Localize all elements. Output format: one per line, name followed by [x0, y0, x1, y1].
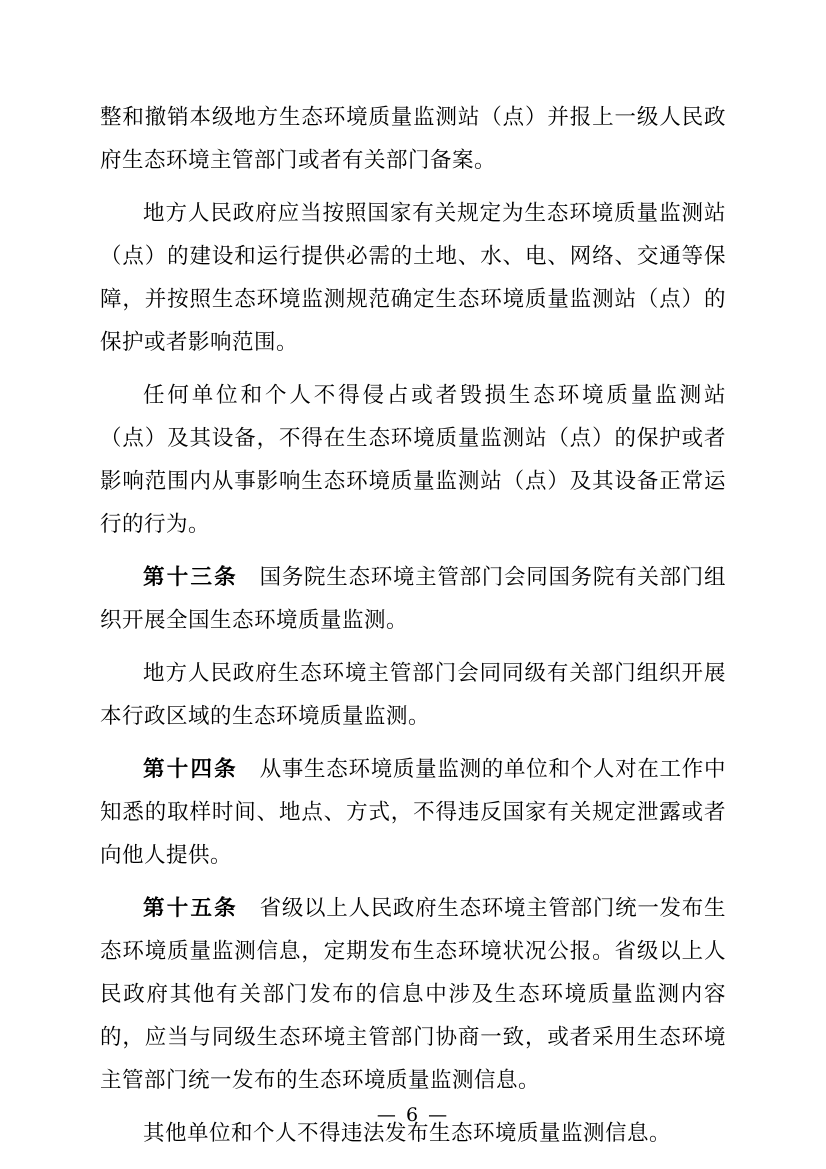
- paragraph-text: 省级以上人民政府生态环境主管部门统一发布生态环境质量监测信息，定期发布生态环境状况公报。省级以上人民政府其他有关部门发布的信息中涉及生态环境质量监测内容的，应当与同级生态环境主管部门协商一致，或者采用生态环境主管部门统一发布的生态环境质量监测信息。: [100, 896, 726, 1093]
- paragraph: [100, 374, 726, 546]
- article-heading: 第十五条: [143, 896, 238, 921]
- paragraph-text: 地方人民政府生态环境主管部门会同同级有关部门组织开展本行政区域的生态环境质量监测。: [100, 661, 726, 729]
- paragraph: [100, 96, 726, 182]
- paragraph-text: 地方人民政府应当按照国家有关规定为生态环境质量监测站（点）的建设和运行提供必需的土地、水、电、网络、交通等保障，并按照生态环境监测规范确定生态环境质量监测站（点）的保护或者影响范围。: [100, 201, 726, 355]
- paragraph-text: 从事生态环境质量监测的单位和个人对在工作中知悉的取样时间、地点、方式，不得违反国家有关规定泄露或者向他人提供。: [100, 757, 726, 868]
- paragraph-article-14: [100, 748, 726, 877]
- paragraph-text: 任何单位和个人不得侵占或者毁损生态环境质量监测站（点）及其设备，不得在生态环境质量监测站（点）的保护或者影响范围内从事影响生态环境质量监测站（点）及其设备正常运行的行为。: [100, 383, 726, 537]
- paragraph-article-13: [100, 556, 726, 642]
- paragraph-text: 其他单位和个人不得违法发布生态环境质量监测信息。: [143, 1121, 672, 1146]
- paragraph: [100, 192, 726, 364]
- page-number: — 6 —: [376, 1104, 450, 1126]
- article-heading: 第十三条: [143, 565, 238, 590]
- document-body: [100, 96, 726, 1155]
- paragraph-text: 整和撤销本级地方生态环境质量监测站（点）并报上一级人民政府生态环境主管部门或者有关部门备案。: [100, 105, 726, 173]
- paragraph-text: 国务院生态环境主管部门会同国务院有关部门组织开展全国生态环境质量监测。: [100, 565, 726, 633]
- paragraph: [100, 652, 726, 738]
- paragraph-article-15: [100, 887, 726, 1102]
- article-heading: 第十四条: [143, 757, 238, 782]
